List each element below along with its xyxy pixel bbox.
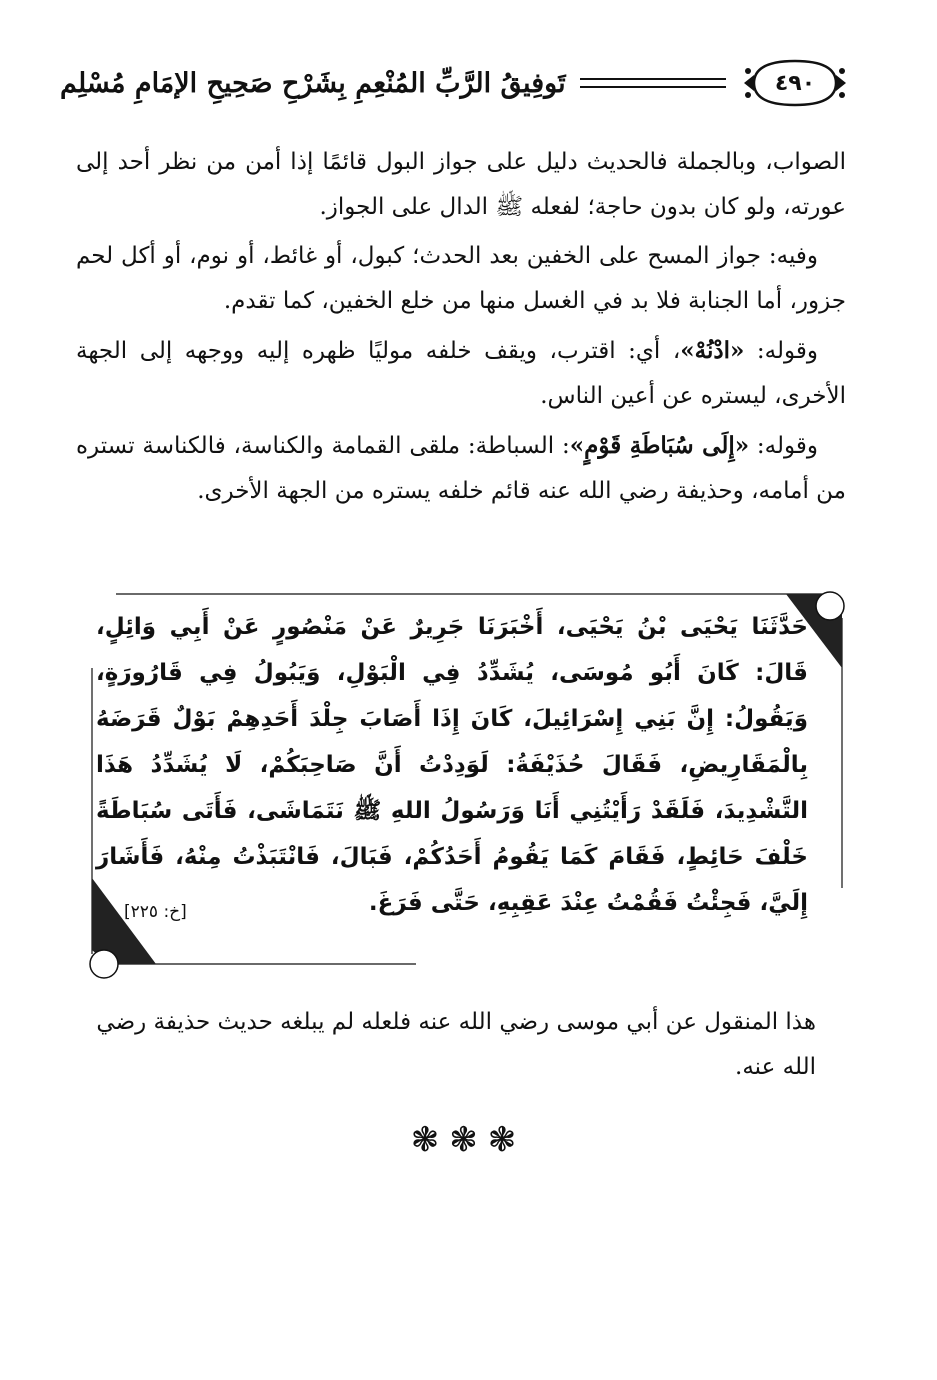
- closing-paragraph: هذا المنقول عن أبي موسى رضي الله عنه فلعله لم يبلغه حديث حذيفة رضي الله عنه.: [96, 1009, 816, 1080]
- hadith-reference: [خ: ٢٢٥]: [124, 902, 187, 922]
- paragraph-4-quote: «إِلَى سُبَاطَةِ قَوْمٍ»: [569, 432, 750, 459]
- paragraph-3: [76, 328, 846, 419]
- page-header: [60, 52, 850, 114]
- page-number-ornament: [740, 55, 850, 111]
- paragraph-4-rest: : السباطة: ملقى القمامة والكناسة، فالكناسة تستره من أمامه، وحذيفة رضي الله عنه قائم خلفه يستره من الجهة الأخرى.: [76, 433, 846, 504]
- header-rule: [580, 78, 726, 88]
- hadith-text: حَدَّثَنَا يَحْيَى بْنُ يَحْيَى، أَخْبَرَنَا جَرِيرٌ عَنْ مَنْصُورٍ عَنْ أَبِي وَائِلٍ، قَالَ: كَانَ أَبُو مُوسَى، يُشَدِّدُ فِي الْبَوْلِ، وَيَبُولُ فِي قَارُورَةٍ، وَيَقُولُ: إِنَّ بَنِي إِسْرَائِيلَ، كَانَ إِذَا أَصَابَ جِلْدَ أَحَدِهِمْ بَوْلٌ قَرَضَهُ بِالْمَقَارِيضِ، فَقَالَ حُذَيْفَةُ: لَوَدِدْتُ أَنَّ صَاحِبَكُمْ، لَا يُشَدِّدُ هَذَا التَّشْدِيدَ، فَلَقَدْ رَأَيْتُنِي أَنَا وَرَسُولُ اللهِ ﷺ نَتَمَاشَى، فَأَتَى سُبَاطَةً خَلْفَ حَائِطٍ، فَقَامَ كَمَا يَقُومُ أَحَدُكُمْ، فَبَالَ، فَانْتَبَذْتُ مِنْهُ، فَأَشَارَ إِلَيَّ، فَجِئْتُ فَقُمْتُ عِنْدَ عَقِبِهِ، حَتَّى فَرَغَ.: [96, 614, 808, 916]
- paragraph-3-rest: ، أي: اقترب، ويقف خلفه موليًا ظهره إليه ووجهه إلى الجهة الأخرى، ليستره عن أعين الناس.: [76, 338, 846, 409]
- paragraph-2: وفيه: جواز المسح على الخفين بعد الحدث؛ كبول، أو غائط، أو نوم، أو أكل لحم جزور، أما الجنابة فلا بد في الغسل منها من خلع الخفين، كما تقدم.: [76, 243, 846, 314]
- paragraph-4: [76, 423, 846, 514]
- page-number: ٤٩٠: [774, 70, 816, 96]
- commentary-text: [76, 140, 846, 518]
- book-title: تَوفِيقُ الرَّبِّ المُنْعِمِ بِشَرْحِ صَحِيحِ الإمَامِ مُسْلِم: [60, 67, 566, 99]
- section-separator: ❃❃❃: [410, 1120, 527, 1160]
- paragraph-3-lead: وقوله:: [744, 338, 818, 364]
- paragraph-4-lead: وقوله:: [749, 433, 818, 459]
- paragraph-1: الصواب، وبالجملة فالحديث دليل على جواز البول قائمًا إذا أمن من نظر أحد إلى عورته، ولو كان بدون حاجة؛ لفعله ﷺ الدال على الجواز.: [76, 149, 846, 220]
- paragraph-3-quote: «ادْنُهْ»: [680, 337, 745, 364]
